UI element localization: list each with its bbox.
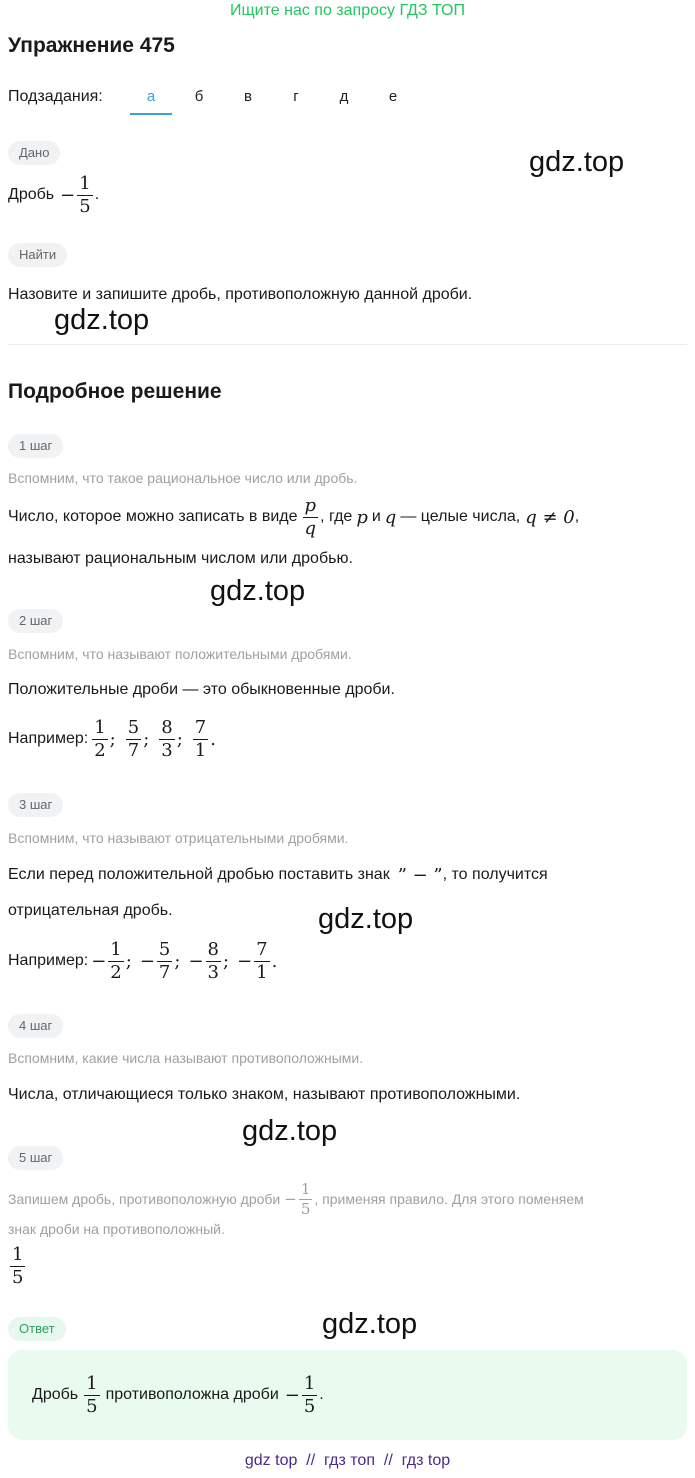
minus-sign-quote: ” − ” bbox=[397, 864, 443, 886]
step-1-line2: называют рациональным числом или дробью. bbox=[8, 550, 353, 567]
fraction-num: 5 bbox=[127, 716, 140, 738]
find-text: Назовите и запишите дробь, противоположную данной дроби. bbox=[8, 286, 473, 303]
separator: . bbox=[271, 950, 278, 972]
example-label: Например: bbox=[8, 952, 89, 969]
fraction-den: 2 bbox=[110, 961, 122, 983]
example-fraction bbox=[159, 718, 174, 761]
step-5-result bbox=[8, 1245, 27, 1288]
result-fraction bbox=[10, 1245, 25, 1288]
example-fraction bbox=[126, 718, 141, 761]
fraction-den: 1 bbox=[194, 739, 207, 761]
watermark: gdz.top bbox=[529, 146, 625, 178]
step-3-line1 bbox=[8, 862, 548, 888]
fraction-den: 5 bbox=[86, 1395, 98, 1417]
fraction-den: 3 bbox=[207, 961, 219, 983]
divider bbox=[8, 344, 687, 345]
step-3-text-a: Если перед положительной дробью поставить знак bbox=[8, 866, 390, 883]
step-5-hint-b: , применяя правило. Для этого поменяем bbox=[314, 1191, 584, 1207]
q-not-zero: q ≠ 0 bbox=[525, 506, 575, 528]
given-period: . bbox=[94, 186, 100, 203]
tab-a[interactable]: а bbox=[146, 88, 156, 105]
step-1-text-b: , где bbox=[320, 508, 353, 525]
active-tab-indicator bbox=[130, 113, 172, 115]
watermark: gdz.top bbox=[322, 1308, 418, 1340]
solution-title: Подробное решение bbox=[8, 380, 222, 403]
fraction-num: p bbox=[304, 494, 317, 516]
answer-period: . bbox=[319, 1386, 324, 1403]
step-1-comma: , bbox=[574, 508, 580, 525]
separator: ; bbox=[109, 728, 116, 750]
fraction-num: 7 bbox=[194, 716, 207, 738]
fraction-num: 1 bbox=[86, 1372, 98, 1394]
fraction-den: 1 bbox=[256, 961, 268, 983]
separator: ; bbox=[223, 950, 230, 972]
example-fraction bbox=[254, 940, 269, 983]
fraction-num: 1 bbox=[300, 1179, 311, 1198]
step-1-and: и bbox=[371, 508, 381, 525]
fraction-num: 5 bbox=[158, 938, 171, 960]
step-1-line1 bbox=[8, 492, 579, 542]
fraction-den: 5 bbox=[12, 1267, 24, 1288]
minus: − bbox=[188, 950, 204, 972]
step-3-line2: отрицательная дробь. bbox=[8, 902, 173, 919]
step-2-hint: Вспомним, что называют положительными дробями. bbox=[8, 646, 352, 662]
fraction-num: 1 bbox=[12, 1244, 24, 1265]
step-4-hint: Вспомним, какие числа называют противоположными. bbox=[8, 1050, 364, 1066]
top-banner: Ищите нас по запросу ГДЗ ТОП bbox=[230, 2, 465, 19]
minus: − bbox=[237, 950, 253, 972]
tab-d[interactable]: д bbox=[339, 88, 349, 105]
fraction-num: 8 bbox=[161, 716, 173, 738]
given-fraction-num: 1 bbox=[79, 172, 91, 194]
given-fraction bbox=[77, 174, 92, 217]
given-fraction-den: 5 bbox=[79, 195, 91, 217]
example-fraction bbox=[206, 940, 221, 983]
example-label: Например: bbox=[8, 730, 89, 747]
page-title: Упражнение 475 bbox=[8, 34, 175, 57]
example-fraction bbox=[193, 718, 208, 761]
separator: ; bbox=[125, 950, 132, 972]
answer-badge: Ответ bbox=[8, 1317, 66, 1341]
minus: − bbox=[91, 950, 107, 972]
watermark: gdz.top bbox=[210, 575, 306, 607]
answer-fraction-2 bbox=[302, 1374, 317, 1417]
given-text: Дробь bbox=[8, 186, 55, 203]
given-statement bbox=[8, 172, 99, 218]
step-2-line1: Положительные дроби — это обыкновенные дроби. bbox=[8, 681, 395, 698]
minus: − bbox=[284, 1190, 297, 1208]
answer-text-a: Дробь bbox=[32, 1386, 79, 1403]
step-4-badge: 4 шаг bbox=[8, 1014, 63, 1038]
tab-v[interactable]: в bbox=[244, 88, 252, 105]
fraction-num: 8 bbox=[207, 938, 219, 960]
answer-text-b: противоположна дроби bbox=[105, 1386, 279, 1403]
subtasks-label: Подзадания: bbox=[8, 88, 103, 105]
step-2-examples bbox=[8, 714, 216, 764]
watermark: gdz.top bbox=[318, 903, 414, 935]
fraction-den: 7 bbox=[158, 961, 171, 983]
step-5-badge: 5 шаг bbox=[8, 1146, 63, 1170]
step-3-badge: 3 шаг bbox=[8, 793, 63, 817]
step-3-text-b: , то получится bbox=[442, 866, 548, 883]
step-1-badge: 1 шаг bbox=[8, 434, 63, 458]
step-5-hint-a: Запишем дробь, противоположную дроби bbox=[8, 1191, 281, 1207]
example-fraction bbox=[108, 940, 123, 983]
answer-fraction-1 bbox=[84, 1374, 99, 1417]
fraction-num: 1 bbox=[303, 1372, 316, 1394]
example-fraction bbox=[92, 718, 107, 761]
tab-g[interactable]: г bbox=[293, 88, 299, 105]
step-1-text-a: Число, которое можно записать в виде bbox=[8, 508, 298, 525]
fraction-den: 3 bbox=[161, 739, 173, 761]
watermark: gdz.top bbox=[54, 304, 150, 336]
step-5-hint-line1 bbox=[8, 1177, 584, 1221]
step-1-text-c: — целые числа, bbox=[400, 508, 521, 525]
tab-e[interactable]: е bbox=[388, 88, 398, 105]
separator: ; bbox=[143, 728, 150, 750]
step-3-hint: Вспомним, что называют отрицательными дробями. bbox=[8, 830, 349, 846]
fraction-den: q bbox=[304, 517, 317, 539]
fraction-den: 7 bbox=[127, 739, 140, 761]
answer-box bbox=[8, 1350, 687, 1440]
separator: ; bbox=[174, 950, 181, 972]
answer-text bbox=[32, 1370, 324, 1420]
given-badge: Дано bbox=[8, 141, 60, 165]
step-3-examples bbox=[8, 936, 277, 986]
var-q: q bbox=[384, 506, 397, 528]
fraction-num: 1 bbox=[110, 938, 122, 960]
separator: . bbox=[210, 728, 216, 750]
step-2-badge: 2 шаг bbox=[8, 609, 63, 633]
minus: − bbox=[284, 1384, 300, 1406]
p-over-q-fraction bbox=[303, 496, 319, 539]
fraction-num: 1 bbox=[94, 716, 106, 738]
tab-b[interactable]: б bbox=[194, 88, 204, 105]
fraction-den: 5 bbox=[303, 1395, 316, 1417]
separator: ; bbox=[176, 728, 183, 750]
example-fraction bbox=[157, 940, 172, 983]
step-5-fraction bbox=[299, 1181, 313, 1218]
step-4-line1: Числа, отличающиеся только знаком, называют противоположными. bbox=[8, 1086, 521, 1103]
var-p: p bbox=[356, 506, 368, 528]
given-minus: − bbox=[60, 184, 76, 206]
fraction-den: 2 bbox=[94, 739, 106, 761]
fraction-den: 5 bbox=[300, 1199, 311, 1218]
step-1-hint: Вспомним, что такое рациональное число или дробь. bbox=[8, 470, 358, 486]
fraction-num: 7 bbox=[256, 938, 268, 960]
find-badge: Найти bbox=[8, 243, 67, 267]
step-5-hint-line2: знак дроби на противоположный. bbox=[8, 1221, 225, 1237]
minus: − bbox=[139, 950, 155, 972]
footer-links[interactable]: gdz top // гдз топ // гдз top bbox=[244, 1452, 451, 1469]
watermark: gdz.top bbox=[242, 1115, 338, 1147]
